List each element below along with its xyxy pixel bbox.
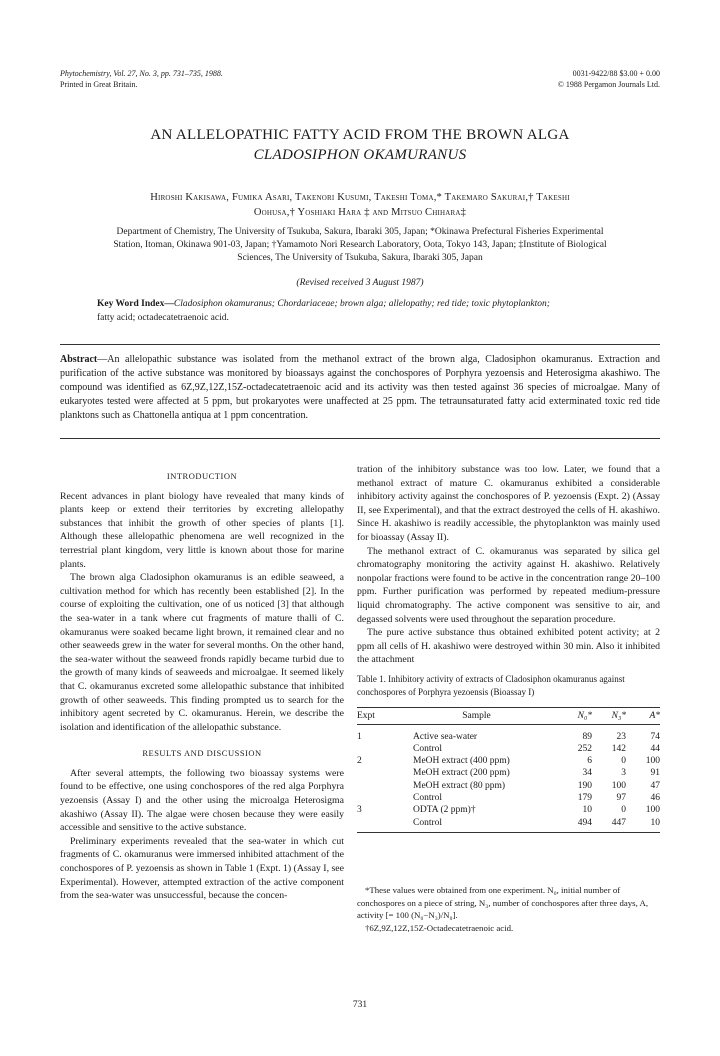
- header-a: A*: [626, 708, 660, 725]
- cell-n3: 100: [611, 780, 626, 791]
- keyword-index: [97, 298, 657, 325]
- journal-line-1: Phytochemistry, Vol. 27, No. 3, pp. 731–735, 1988.: [60, 69, 223, 78]
- cell-a: 44: [650, 743, 660, 754]
- code-line-2: © 1988 Pergamon Journals Ltd.: [557, 80, 660, 89]
- cell-a: 47: [650, 780, 660, 791]
- page-number: 731: [352, 1000, 368, 1010]
- cell-sample: ODTA (2 ppm)†: [413, 805, 476, 816]
- cell-n3: 23: [616, 731, 626, 742]
- table-row: [357, 780, 660, 792]
- right-paragraph-2: The methanol extract of C. okamuranus was separated by silica gel chromatography monitoring the activity against H. akashiwo. Relatively nonpolar fractions were found to be active in the concentration range 20–100 ppm. Further purification was performed by repeated medium-pressure liquid chromatography. The active component was sensitive to air, and degassed solvents were used throughout the separation procedure.: [357, 545, 660, 625]
- cell-expt: 3: [357, 805, 362, 816]
- cell-n0: 34: [582, 768, 592, 779]
- cell-a: 46: [650, 792, 660, 803]
- cell-n0: 6: [587, 756, 592, 767]
- cell-sample: Control: [413, 792, 443, 803]
- results-paragraph-2: Preliminary experiments revealed that the sea-water in which cut fragments of C. okamuranus were immersed inhibited attachment of the conchospores of P. yezoensis as shown in Table 1 (Expt. 1) (Assay I, see Experimental). However, attempted extraction of the active component from the sea-water was unsuccessful, because the concen-: [60, 835, 344, 902]
- cell-sample: Control: [413, 743, 443, 754]
- cell-a: 10: [650, 817, 660, 828]
- header-expt: Expt: [357, 708, 395, 725]
- affiliations: [50, 226, 670, 265]
- abstract-text: —An allelopathic substance was isolated from the methanol extract of the brown alga, Cladosiphon okamuranus. Extraction and purification of the active substance was monitored by bioassays against the conchospores of Porphyra yezoensis and Heterosigma akashiwo. The compound was identified as 6Z,9Z,12Z,15Z-octadecatetraenoic acid and its activity was then tested against 36 species of microalgae. Many of eukaryotes tested were affected at 5 ppm, but prokaryotes were unaffected at 25 ppm. The tetraunsaturated fatty acid exterminated toxic red tide planktons such as Chattonella antiqua at 1 ppm concentration.: [60, 354, 660, 421]
- keyword-text-2: fatty acid; octadecatetraenoic acid.: [97, 312, 229, 323]
- cell-expt: [357, 767, 395, 779]
- keyword-label: Key Word Index—: [97, 299, 174, 309]
- affiliation-line-3: Sciences, The University of Tsukuba, Sakura, Ibaraki 305, Japan: [237, 253, 483, 263]
- cell-n3: 3: [621, 768, 626, 779]
- author-list: [48, 190, 672, 220]
- table-header-row: [357, 708, 660, 725]
- cell-n0: 179: [577, 792, 592, 803]
- header-sample: Sample: [395, 708, 558, 725]
- cell-n0: 10: [582, 805, 592, 816]
- cell-expt: [357, 817, 395, 833]
- cell-expt: 2: [357, 756, 362, 767]
- cell-n3: 0: [621, 805, 626, 816]
- right-paragraph-3: The pure active substance thus obtained exhibited potent activity; at 2 ppm all cells of H. akashiwo were destroyed within 30 min. Also it inhibited the attachment: [357, 627, 660, 666]
- cell-n0: 190: [577, 780, 592, 791]
- table-row: [357, 731, 660, 743]
- right-paragraph-1: tration of the inhibitory substance was too low. Later, we found that a methanol extract of mature C. okamuranus exhibited a considerable inhibitory activity against the conchospores of P. yezoensis (Expt. 2) (Assay II, see Experimental), and that the extract destroyed the cells of H. akashiwo. Since H. akashiwo is readily accessible, the phytoplankton was mainly used for bioassay (Assay II).: [357, 464, 660, 543]
- cell-n0: 252: [577, 743, 592, 754]
- cell-sample: MeOH extract (400 ppm): [413, 756, 510, 767]
- revised-date: (Revised received 3 August 1987): [296, 278, 424, 288]
- journal-citation: [60, 68, 223, 90]
- abstract-bottom-rule: [60, 438, 660, 439]
- intro-paragraph-2: The brown alga Cladosiphon okamuranus is an edible seaweed, a cultivation method for which has recently been established [2]. In the course of exploiting the cultivation, one of us noticed [3] that although the sea-water in a tank where cut fragments of mature thalli of C. okamuranus were soaked became light brown, it remained clear and no other seaweeds grew in the water for several months. On the other hand, the sea-water without the seaweed fronds rapidly became turbid due to the growth of many kinds of seaweeds and microalgae. It seemed likely that C. okamuranus excreted some allelopathic substance that inhibited growth of other seaweeds. This finding prompted us to search for the inhibitory agent secreted by C. okamuranus. Herein, we describe the isolation and identification of the allelopathic substance.: [60, 572, 344, 733]
- paper-title-line-2: CLADOSIPHON OKAMURANUS: [253, 147, 467, 163]
- table-row: [357, 755, 660, 767]
- table-caption: Table 1. Inhibitory activity of extracts of Cladosiphon okamuranus against conchospores of Porphyra yezoensis (Bioassay I): [357, 674, 625, 697]
- table-row: [357, 767, 660, 779]
- cell-n3: 97: [616, 792, 626, 803]
- abstract-top-rule: [60, 344, 660, 345]
- table-1: [357, 707, 660, 833]
- publisher-code: [558, 68, 660, 90]
- cell-n3: 0: [621, 756, 626, 767]
- cell-expt: 1: [357, 731, 362, 742]
- cell-a: 91: [650, 768, 660, 779]
- table-row: [357, 792, 660, 804]
- cell-n3: 142: [611, 743, 626, 754]
- table-footnote-2: †6Z,9Z,12Z,15Z-Octadecatetraenoic acid.: [365, 922, 514, 933]
- cell-a: 74: [650, 731, 660, 742]
- abstract-label: Abstract: [60, 354, 98, 365]
- table-row: [357, 804, 660, 816]
- affiliation-line-1: Department of Chemistry, The University of Tsukuba, Sakura, Ibaraki 305, Japan; *Okinawa Prefectural Fisheries Experimental: [116, 227, 604, 237]
- cell-n0: 494: [577, 817, 592, 828]
- affiliation-line-2: Station, Itoman, Okinawa 901-03, Japan; †Yamamoto Nori Research Laboratory, Oota, Tokyo 143, Japan; ‡Institute of Biological: [113, 240, 607, 250]
- results-paragraph-1: After several attempts, the following two bioassay systems were found to be effective, one using conchospores of the red alga Porphyra yezoensis (Assay I) and the other using the microalga Heterosigma akashiwo (Assay II). The algae were chosen because they were easily accessible and sensitive to the active substance.: [60, 767, 344, 834]
- journal-line-2: Printed in Great Britain.: [60, 80, 138, 89]
- code-line-1: 0031-9422/88 $3.00 + 0.00: [572, 69, 660, 78]
- authors-line-1: Hiroshi Kakisawa, Fumika Asari, Takenori Kusumi, Takeshi Toma,* Takemaro Sakurai,† Takeshi: [150, 192, 570, 203]
- table-footnote-1: *These values were obtained from one experiment. N₀, initial number of conchospores on a piece of string, N₃, number of conchospores after three days, A, activity [= 100 (N₀−N₃)/N₀].: [357, 885, 649, 920]
- cell-expt: [357, 792, 395, 804]
- cell-sample: Control: [413, 817, 443, 828]
- cell-a: 100: [645, 756, 660, 767]
- cell-n0: 89: [582, 731, 592, 742]
- results-heading: RESULTS AND DISCUSSION: [142, 748, 262, 759]
- cell-n3: 447: [611, 817, 626, 828]
- paper-title-line-1: AN ALLELOPATHIC FATTY ACID FROM THE BROWN ALGA: [150, 127, 570, 143]
- cell-a: 100: [645, 805, 660, 816]
- cell-expt: [357, 780, 395, 792]
- abstract: [60, 353, 660, 423]
- left-column: [60, 470, 344, 903]
- right-column: [357, 463, 660, 667]
- table-footnotes: [357, 884, 660, 934]
- keyword-text-1: Cladosiphon okamuranus; Chordariaceae; brown alga; allelopathy; red tide; toxic phytoplankton;: [173, 299, 550, 309]
- table-row: [357, 743, 660, 755]
- authors-line-2: Oohusa,† Yoshiaki Hara ‡ and Mitsuo Chihara‡: [253, 207, 467, 218]
- header-n0: N₀*: [558, 708, 592, 725]
- table-row: [357, 817, 660, 833]
- cell-sample: Active sea-water: [413, 731, 478, 742]
- introduction-heading: INTRODUCTION: [166, 471, 238, 481]
- header-n3: N₃*: [592, 708, 626, 725]
- cell-expt: [357, 743, 395, 755]
- cell-sample: MeOH extract (200 ppm): [413, 768, 510, 779]
- intro-paragraph-1: Recent advances in plant biology have revealed that many kinds of plants keep or extend their territories by excreting allelopathy substances that inhibit the growth of other species of plants [1]. Although these allelopathic phenomena are well recognized in the terrestrial plant kingdom, very little is known about those for marine plants.: [60, 490, 344, 570]
- cell-sample: MeOH extract (80 ppm): [413, 780, 506, 791]
